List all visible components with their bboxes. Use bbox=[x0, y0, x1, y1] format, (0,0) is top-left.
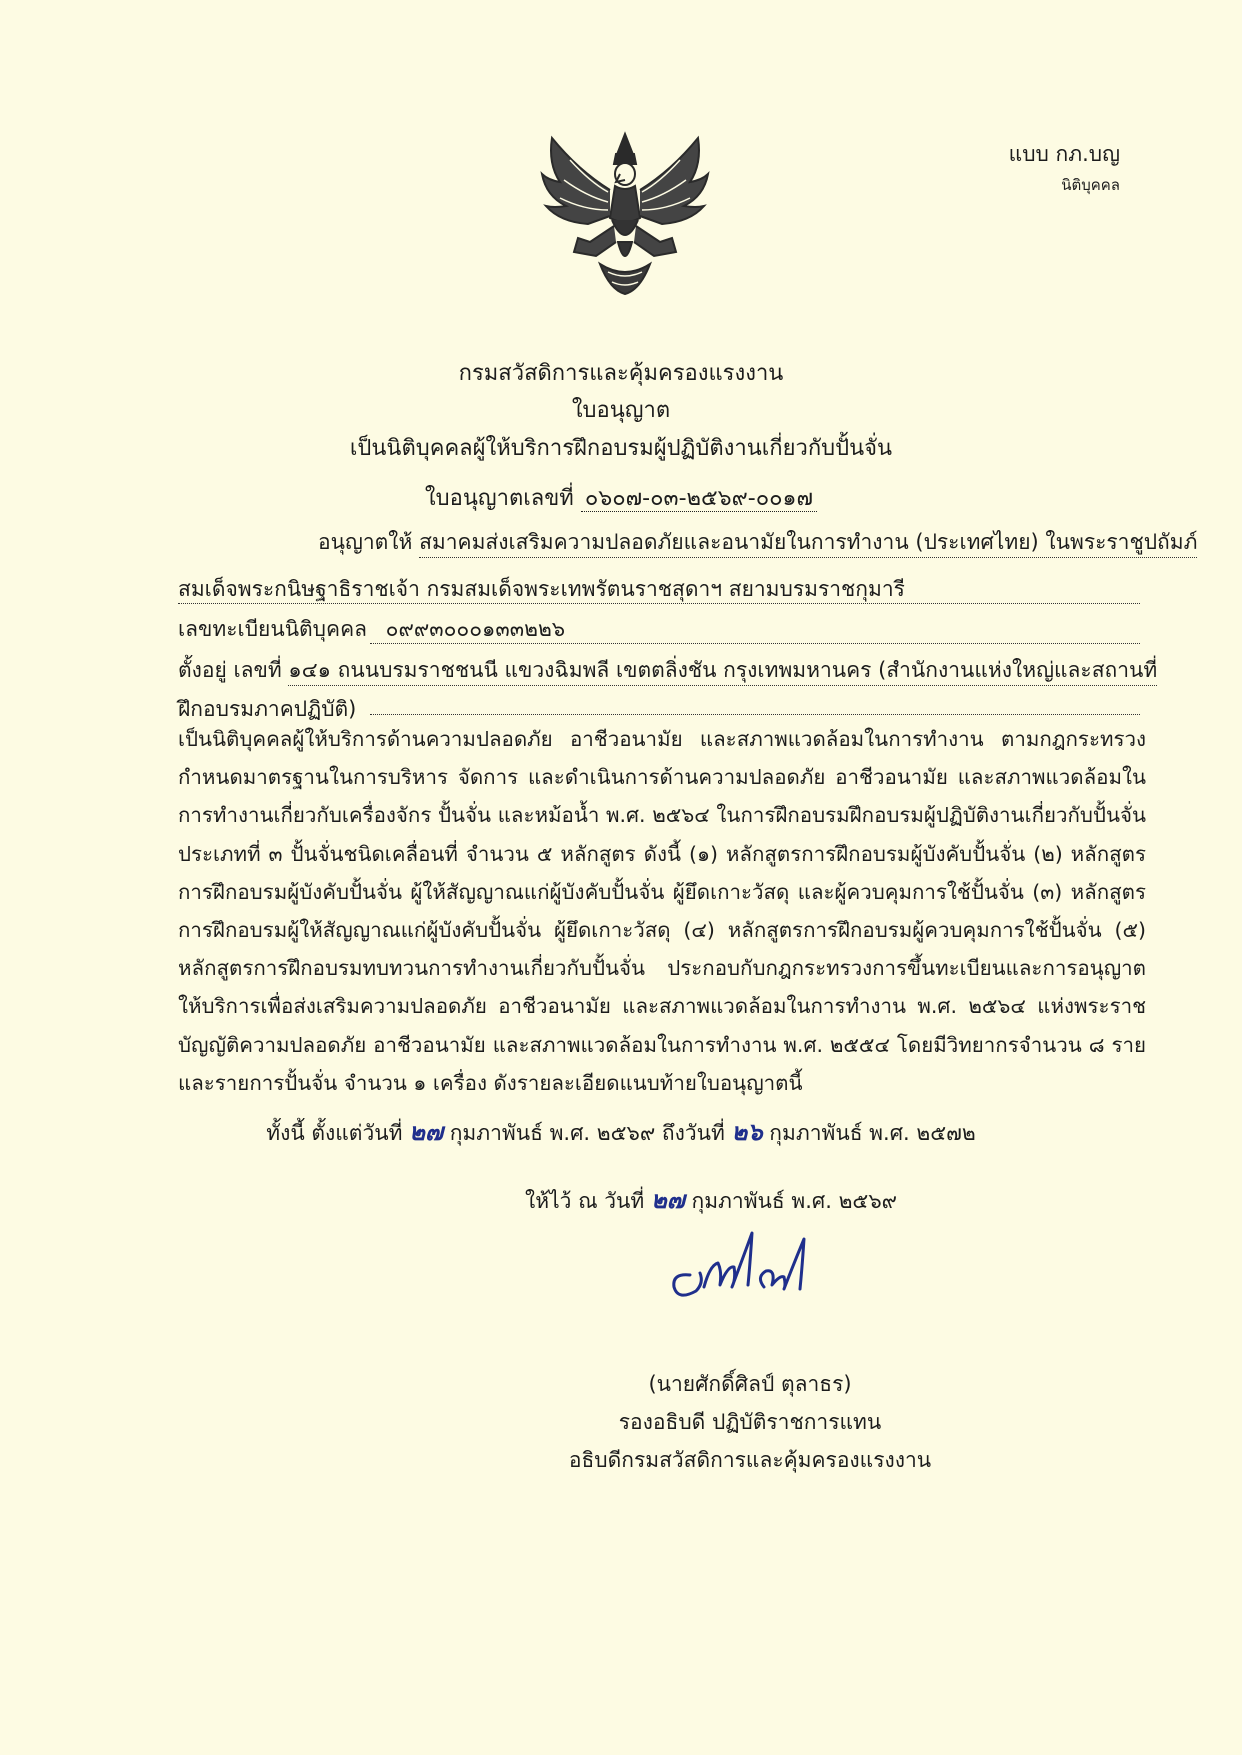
period-prefix: ทั้งนี้ ตั้งแต่วันที่ bbox=[266, 1121, 403, 1145]
license-number: ๐๖๐๗-๐๓-๒๕๖๙-๐๐๑๗ bbox=[581, 486, 817, 512]
signatory-position-2: อธิบดีกรมสวัสดิการและคุ้มครองแรงงาน bbox=[568, 1448, 932, 1472]
signatory-position-1: รองอธิบดี ปฏิบัติราชการแทน bbox=[618, 1410, 882, 1434]
document-subtitle: เป็นนิติบุคคลผู้ให้บริการฝึกอบรมผู้ปฏิบัติงานเกี่ยวกับปั้นจั่น bbox=[349, 436, 893, 461]
department-name: กรมสวัสดิการและคุ้มครองแรงงาน bbox=[458, 361, 784, 386]
period-end-day: ๒๖ bbox=[731, 1118, 763, 1146]
grantee-line-2 bbox=[178, 574, 905, 604]
form-code: แบบ กภ.บญ bbox=[1008, 142, 1120, 166]
form-type: นิติบุคคล bbox=[1061, 176, 1120, 194]
given-prefix: ให้ไว้ ณ วันที่ bbox=[524, 1189, 645, 1213]
validity-period bbox=[0, 1112, 1242, 1151]
registration-label: เลขทะเบียนนิติบุคคล bbox=[178, 617, 367, 641]
registration-number: ๐๙๙๓๐๐๐๑๓๓๒๒๖ bbox=[385, 617, 566, 641]
address-text-line-1: ๑๔๑ ถนนบรมราชชนนี แขวงฉิมพลี เขตตลิ่งชัน กรุงเทพมหานคร (สำนักงานแห่งใหญ่และสถานที่ bbox=[288, 655, 1157, 686]
period-start-day: ๒๗ bbox=[409, 1118, 443, 1146]
license-number-label: ใบอนุญาตเลขที่ bbox=[424, 486, 574, 511]
dotted-rule bbox=[178, 603, 1140, 604]
grantee-name-line-1: สมาคมส่งเสริมความปลอดภัยและอนามัยในการทำงาน (ประเทศไทย) ในพระราชูปถัมภ์ bbox=[419, 527, 1197, 558]
address-line-1 bbox=[178, 655, 1157, 686]
garuda-emblem-icon bbox=[530, 130, 720, 298]
dotted-rule bbox=[370, 714, 1140, 715]
license-number-line bbox=[0, 480, 1242, 515]
license-body-text: เป็นนิติบุคคลผู้ให้บริการด้านความปลอดภัย อาชีวอนามัย และสภาพแวดล้อมในการทำงาน ตามกฎกระทรวงกำหนดมาตรฐานในการบริหาร จัดการ และดำเนินการด้านความปลอดภัย อาชีวอนามัย และสภาพแวดล้อมในการทำงานเกี่ยวกับเครื่องจักร ปั้นจั่น และหม้อน้ำ พ.ศ. ๒๕๖๔ ในการฝึกอบรมฝึกอบรมผู้ปฏิบัติงานเกี่ยวกับปั้นจั่น ประเภทที่ ๓ ปั้นจั่นชนิดเคลื่อนที่ จำนวน ๕ หลักสูตร ดังนี้ (๑) หลักสูตรการฝึกอบรมผู้บังคับปั้นจั่น (๒) หลักสูตรการฝึกอบรมผู้บังคับปั้นจั่น ผู้ให้สัญญาณแก่ผู้บังคับปั้นจั่น ผู้ยึดเกาะวัสดุ และผู้ควบคุมการใช้ปั้นจั่น (๓) หลักสูตรการฝึกอบรมผู้ให้สัญญาณแก่ผู้บังคับปั้นจั่น ผู้ยึดเกาะวัสดุ (๔) หลักสูตรการฝึกอบรมผู้ควบคุมการใช้ปั้นจั่น (๕) หลักสูตรการฝึกอบรมทบทวนการทำงานเกี่ยวกับปั้นจั่น ประกอบกับกฎกระทรวงการขึ้นทะเบียนและการอนุญาตให้บริการเพื่อส่งเสริมความปลอดภัย อาชีวอนามัย และสภาพแวดล้อมในการทำงาน พ.ศ. ๒๕๖๔ แห่งพระราชบัญญัติความปลอดภัย อาชีวอนามัย และสภาพแวดล้อมในการทำงาน พ.ศ. ๒๕๕๔ โดยมีวิทยากรจำนวน ๘ ราย และรายการปั้นจั่น จำนวน ๑ เครื่อง ดังรายละเอียดแนบท้ายใบอนุญาตนี้ bbox=[178, 727, 1147, 1095]
given-day: ๒๗ bbox=[650, 1186, 685, 1214]
form-code-block bbox=[1009, 140, 1120, 198]
document-title: ใบอนุญาต bbox=[571, 398, 671, 423]
registration-line bbox=[178, 614, 565, 644]
grantee-label: อนุญาตให้ bbox=[318, 530, 413, 554]
handwritten-signature bbox=[660, 1225, 830, 1315]
signatory-name: (นายศักดิ์ศิลป์ ตุลาธร) bbox=[648, 1372, 852, 1396]
period-start-rest: กุมภาพันธ์ พ.ศ. ๒๕๖๙ ถึงวันที่ bbox=[449, 1121, 725, 1145]
grantee-line-1 bbox=[318, 527, 1197, 558]
address-label: ตั้งอยู่ เลขที่ bbox=[178, 658, 282, 682]
grantee-name-line-2: สมเด็จพระกนิษฐาธิราชเจ้า กรมสมเด็จพระเทพรัตนราชสุดาฯ สยามบรมราชกุมารี bbox=[178, 577, 905, 601]
dotted-rule bbox=[370, 643, 1140, 644]
issue-date bbox=[0, 1180, 1242, 1219]
address-text-line-2: ฝึกอบรมภาคปฏิบัติ) bbox=[178, 697, 357, 721]
period-end-rest: กุมภาพันธ์ พ.ศ. ๒๕๗๒ bbox=[769, 1121, 976, 1145]
given-rest: กุมภาพันธ์ พ.ศ. ๒๕๖๙ bbox=[691, 1189, 898, 1213]
